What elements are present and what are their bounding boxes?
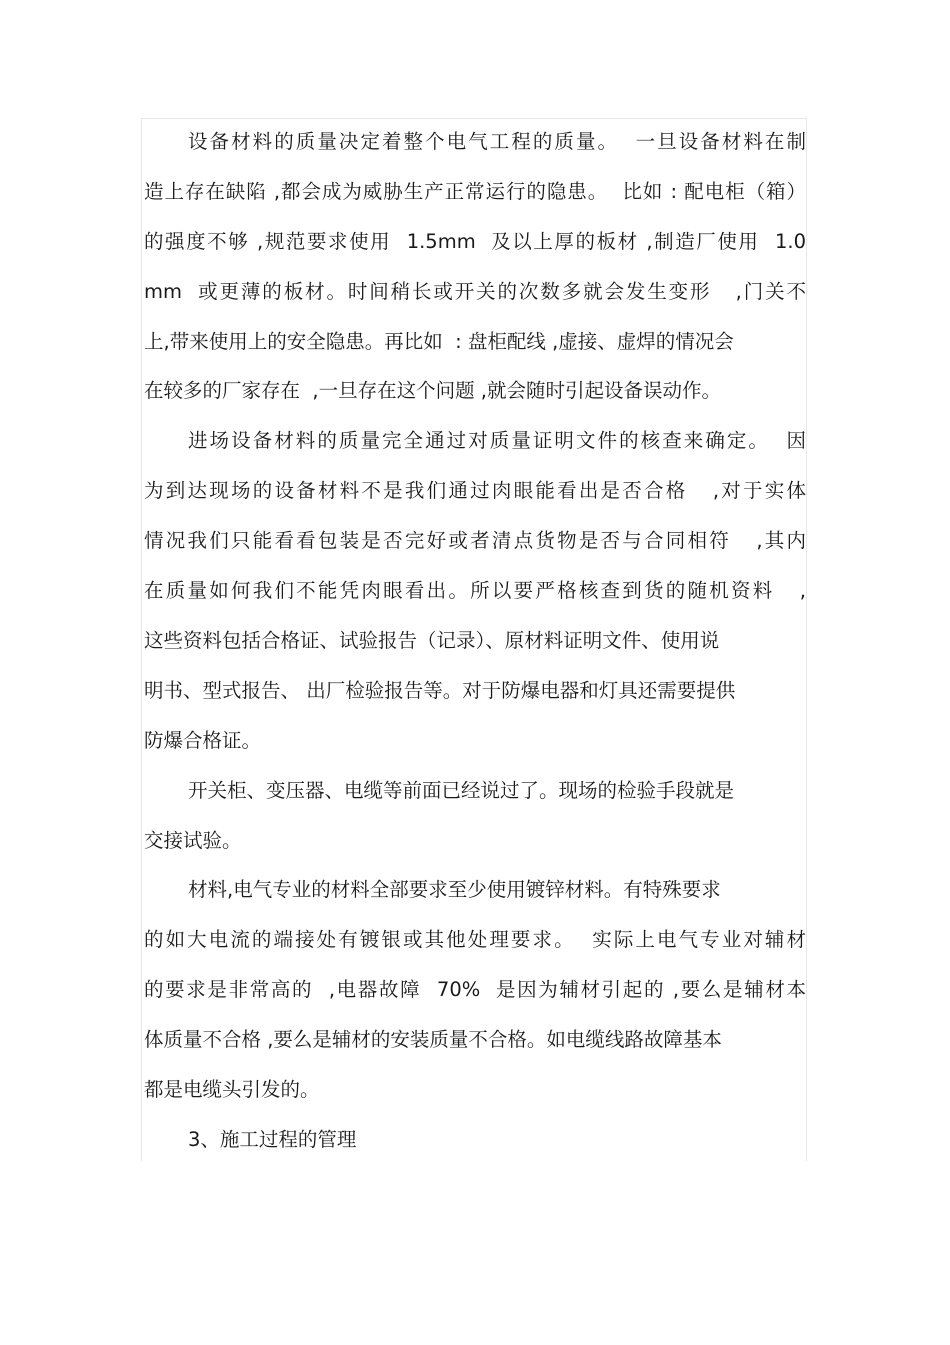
section-heading: 3、施工过程的管理 [188,1128,357,1151]
paragraph-1-line-1: 设备材料的质量决定着整个电气工程的质量。 一旦设备材料在制 [188,130,806,153]
paragraph-1-line-6: 在较多的厂家存在 ,一旦存在这个问题 ,就会随时引起设备误动作。 [144,379,721,402]
paragraph-2-line-2: 为到达现场的设备材料不是我们通过肉眼能看出是否合格 ,对于实体 [144,479,806,502]
paragraph-1-line-5: 上,带来使用上的安全隐患。再比如 : 盘柜配线 ,虚接、虚焊的情况会 [144,330,734,353]
paragraph-2-line-5: 这些资料包括合格证、试验报告（记录）、原材料证明文件、使用说 [144,629,720,652]
paragraph-1-line-2: 造上存在缺陷 ,都会成为威胁生产正常运行的隐患。 比如 : 配电柜（箱） [144,180,806,203]
paragraph-2-line-1: 进场设备材料的质量完全通过对质量证明文件的核查来确定。 因 [188,429,806,452]
paragraph-2-line-3: 情况我们只能看看包装是否完好或者清点货物是否与合同相符 ,其内 [144,529,806,552]
paragraph-4-line-3: 的要求是非常高的 ,电器故障 70% 是因为辅材引起的 ,要么是辅材本 [144,978,806,1001]
paragraph-4-line-2: 的如大电流的端接处有镀银或其他处理要求。 实际上电气专业对辅材 [144,928,806,951]
paragraph-4-line-1: 材料,电气专业的材料全部要求至少使用镀锌材料。有特殊要求 [188,878,721,901]
paragraph-4-line-4: 体质量不合格 ,要么是辅材的安装质量不合格。如电缆线路故障基本 [144,1028,722,1051]
paragraph-2-line-4: 在质量如何我们不能凭肉眼看出。所以要严格核查到货的随机资料 , [144,579,806,602]
paragraph-4-line-5: 都是电缆头引发的。 [144,1078,320,1101]
paragraph-3-line-2: 交接试验。 [144,829,242,852]
paragraph-2-line-7: 防爆合格证。 [144,729,262,752]
paragraph-2-line-6: 明书、型式报告、 出厂检验报告等。对于防爆电器和灯具还需要提供 [144,679,736,702]
paragraph-3-line-1: 开关柜、变压器、电缆等前面已经说过了。现场的检验手段就是 [188,779,735,802]
paragraph-1-line-3: 的强度不够 ,规范要求使用 1.5mm 及以上厚的板材 ,制造厂使用 1.0 [144,230,806,253]
paragraph-1-line-4: mm 或更薄的板材。时间稍长或开关的次数多就会发生变形 ,门关不 [144,280,806,303]
